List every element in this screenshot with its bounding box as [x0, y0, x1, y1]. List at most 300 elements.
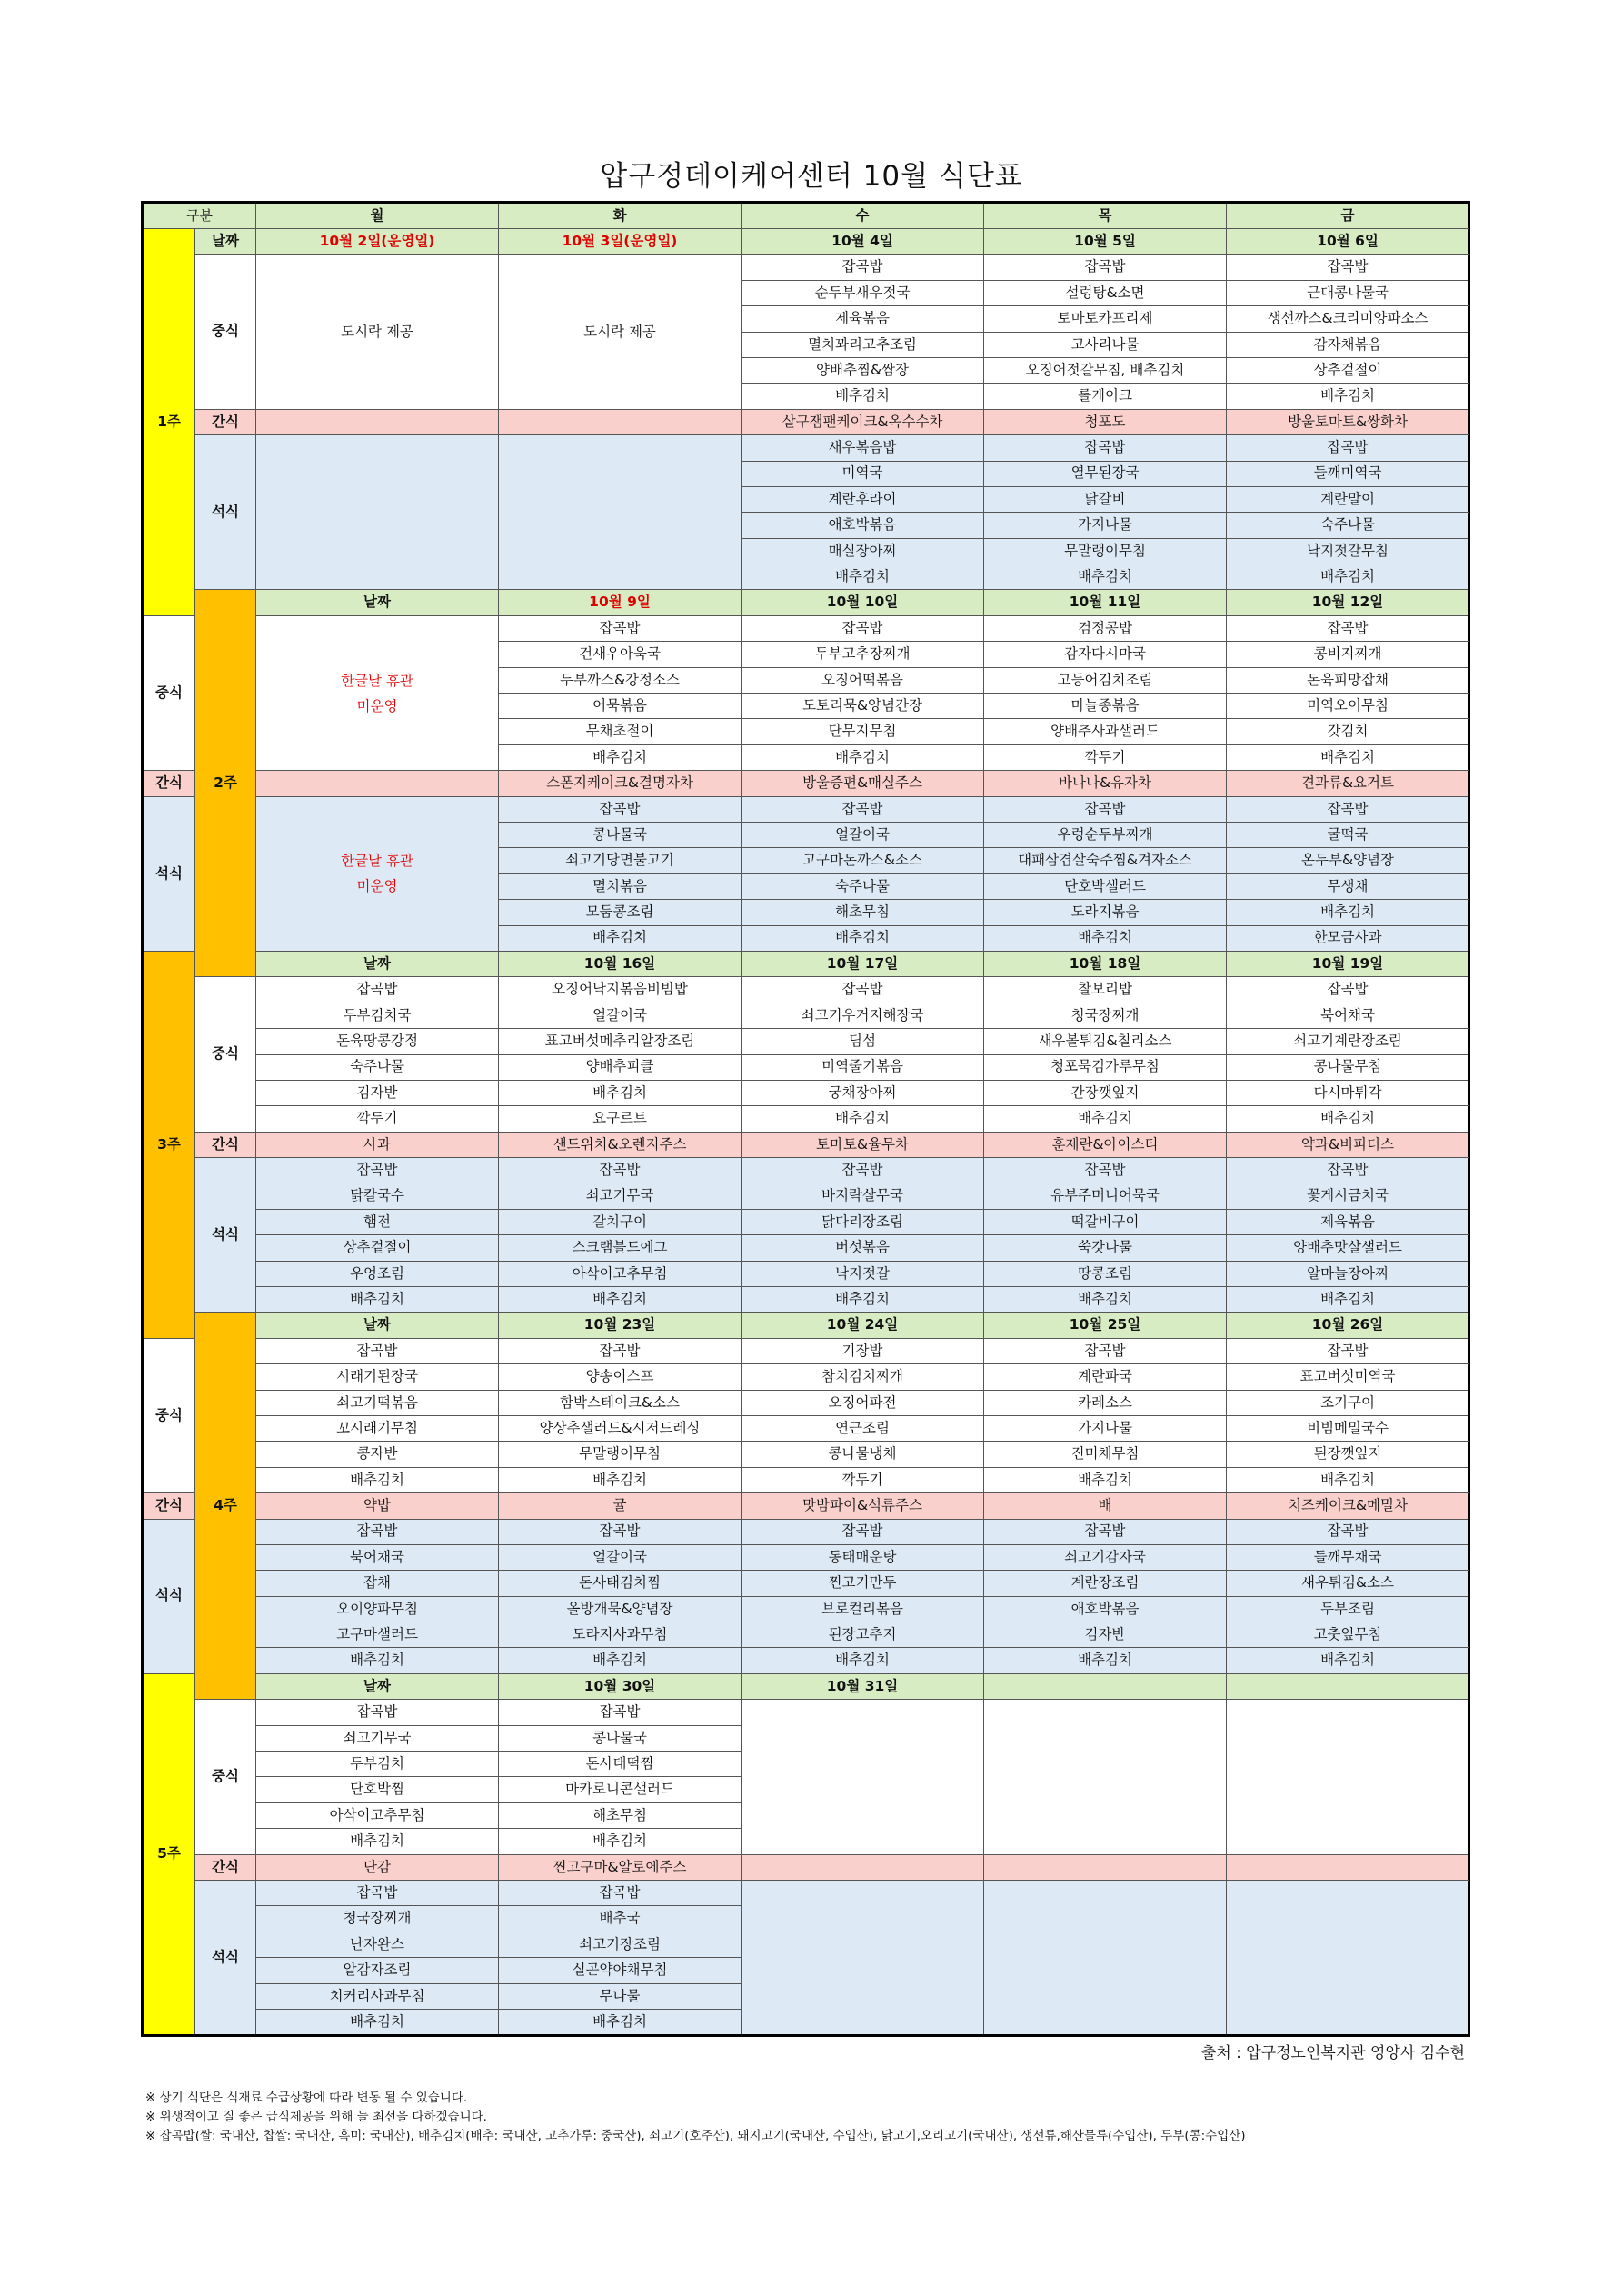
snack-label: 간식: [195, 1854, 256, 1880]
date-cell: 10월 26일: [1227, 1313, 1469, 1338]
lunch-item: 깍두기: [742, 1467, 984, 1492]
dinner-item: 실곤약야채무침: [499, 1958, 742, 1983]
dinner-item: 스크램블드에그: [499, 1235, 742, 1261]
snack-cell: [256, 409, 499, 434]
dinner-item: 찐고기만두: [742, 1571, 984, 1596]
lunch-item: 한글날 휴관: [341, 672, 413, 689]
lunch-item: 돈육땅콩강정: [256, 1029, 499, 1054]
lunch-item: 돈육피망잡채: [1227, 667, 1469, 693]
dinner-item: 쇠고기무국: [499, 1183, 742, 1209]
lunch-row: [143, 1700, 1469, 1725]
lunch-item: 미운영: [356, 697, 398, 714]
lunch-item: 순두부새우젓국: [742, 280, 984, 305]
date-row: [143, 590, 1469, 615]
lunch-row: [143, 1364, 1469, 1390]
dinner-item: 닭칼국수: [256, 1183, 499, 1209]
date-label: 날짜: [256, 1673, 499, 1699]
dinner-item: 고구마돈까스&소스: [742, 848, 984, 873]
lunch-item: 배추김치: [984, 1467, 1227, 1492]
lunch-item: 잡곡밥: [1227, 255, 1469, 280]
dinner-item: 돈사태김치찜: [499, 1571, 742, 1596]
lunch-item: 딤섬: [742, 1029, 984, 1054]
lunch-item: 배추김치: [984, 1106, 1227, 1132]
snack-cell: 바나나&유자차: [984, 771, 1227, 796]
dinner-item: 계란후라이: [742, 486, 984, 512]
dinner-merged-cell: [256, 435, 499, 590]
dinner-item: 땅콩조림: [984, 1261, 1227, 1286]
lunch-row: [143, 1003, 1469, 1028]
date-cell: 10월 2일(운영일): [256, 229, 499, 255]
lunch-item: 숙주나물: [256, 1054, 499, 1080]
dinner-item: 콩나물국: [499, 822, 742, 847]
lunch-item: 잡곡밥: [499, 615, 742, 641]
dinner-item: 잡곡밥: [499, 1158, 742, 1183]
snack-cell: 살구잼팬케이크&옥수수차: [742, 409, 984, 434]
dinner-item: 고구마샐러드: [256, 1622, 499, 1648]
dinner-row: [143, 1183, 1469, 1209]
snack-cell: [256, 771, 499, 796]
lunch-label: 중식: [195, 255, 256, 409]
note-line: ※ 위생적이고 질 좋은 급식제공을 위해 늘 최선을 다하겠습니다.: [145, 2110, 487, 2124]
lunch-row: [143, 1106, 1469, 1132]
lunch-item: 마카로니콘샐러드: [499, 1777, 742, 1802]
dinner-item: 쇠고기당면불고기: [499, 848, 742, 873]
date-cell: 10월 6일: [1227, 229, 1469, 255]
week-label: 3주: [143, 951, 195, 1338]
dinner-row: [143, 796, 1469, 822]
dinner-merged-cell: [499, 435, 742, 590]
note-line: ※ 잡곡밥(쌀: 국내산, 찹쌀: 국내산, 흑미: 국내산), 배추김치(배추: 국내산, 고추가루: 중국산), 쇠고기(호주산), 돼지고기(국내산, 수입산), 닭고기,오리고기(국내산), 생선류,해산물류(수입산), 두부(콩:수입산): [145, 2129, 1246, 2143]
lunch-row: [143, 1467, 1469, 1492]
dinner-item: 무생채: [1227, 873, 1469, 899]
dinner-row: [143, 1571, 1469, 1596]
date-label: 날짜: [256, 1313, 499, 1338]
dinner-merged-cell: [984, 1881, 1227, 2036]
lunch-item: 얼갈이국: [499, 1003, 742, 1028]
lunch-item: 갓김치: [1227, 719, 1469, 744]
snack-label: 간식: [195, 1132, 256, 1157]
dinner-item: 배추김치: [1227, 1648, 1469, 1673]
dinner-row: [143, 1881, 1469, 1906]
snack-cell: 샌드위치&오렌지주스: [499, 1132, 742, 1157]
dinner-item: 새우볶음밥: [742, 435, 984, 461]
dinner-item: 제육볶음: [1227, 1209, 1469, 1234]
dinner-item: 애호박볶음: [984, 1596, 1227, 1622]
dinner-item: 잡곡밥: [742, 1158, 984, 1183]
dinner-item: 새우튀김&소스: [1227, 1571, 1469, 1596]
date-cell: 10월 5일: [984, 229, 1227, 255]
snack-cell: 견과류&요거트: [1227, 771, 1469, 796]
snack-row: [143, 771, 1469, 796]
dinner-label: 석식: [195, 1881, 256, 2036]
lunch-item: 배추김치: [499, 1080, 742, 1105]
dinner-item: 배추김치: [1227, 1287, 1469, 1313]
lunch-item: 오징어젓갈무침, 배추김치: [984, 357, 1227, 383]
snack-cell: [984, 1854, 1227, 1880]
dinner-item: 대패삼겹살숙주찜&겨자소스: [984, 848, 1227, 873]
lunch-item: 꼬시래기무침: [256, 1415, 499, 1441]
dinner-row: [143, 1622, 1469, 1648]
lunch-item: 잡곡밥: [1227, 977, 1469, 1003]
lunch-item: 콩자반: [256, 1442, 499, 1467]
snack-cell: 맛밤파이&석류주스: [742, 1493, 984, 1519]
dinner-item: 잡곡밥: [742, 796, 984, 822]
dinner-item: 한모금사과: [1227, 925, 1469, 951]
dinner-item: 배추김치: [984, 1287, 1227, 1313]
snack-cell: 찐고구마&알로에주스: [499, 1854, 742, 1880]
lunch-item: 연근조림: [742, 1415, 984, 1441]
source-credit: 출처 : 압구정노인복지관 영양사 김수현: [1200, 2044, 1465, 2062]
lunch-item: 근대콩나물국: [1227, 280, 1469, 305]
lunch-item: 두부김치국: [256, 1003, 499, 1028]
dinner-item: 굴떡국: [1227, 822, 1469, 847]
dinner-merged-cell: [256, 796, 499, 951]
dinner-item: 된장고추지: [742, 1622, 984, 1648]
lunch-item: 잡곡밥: [1227, 1338, 1469, 1363]
dinner-item: 잡곡밥: [1227, 1519, 1469, 1544]
lunch-item: 간장깻잎지: [984, 1080, 1227, 1105]
date-row: [143, 229, 1469, 255]
dinner-item: 닭갈비: [984, 486, 1227, 512]
lunch-item: 김자반: [256, 1080, 499, 1105]
lunch-item: 설렁탕&소면: [984, 280, 1227, 305]
dinner-item: 미운영: [356, 878, 398, 895]
dinner-row: [143, 1158, 1469, 1183]
week-label: 4주: [195, 1313, 256, 1700]
snack-cell: 청포도: [984, 409, 1227, 434]
snack-row: [143, 409, 1469, 434]
snack-cell: 방울토마토&쌍화차: [1227, 409, 1469, 434]
lunch-item: 감자채볶음: [1227, 332, 1469, 357]
dinner-item: 계란장조림: [984, 1571, 1227, 1596]
date-row: [143, 1673, 1469, 1699]
lunch-item: 된장깻잎지: [1227, 1442, 1469, 1467]
lunch-row: [143, 977, 1469, 1003]
dinner-item: 배추김치: [499, 1287, 742, 1313]
lunch-item: 잡곡밥: [256, 977, 499, 1003]
dinner-item: 양배추맛살샐러드: [1227, 1235, 1469, 1261]
lunch-item: 롤케이크: [984, 384, 1227, 409]
date-cell: 10월 11일: [984, 590, 1227, 615]
dinner-label: 석식: [143, 1519, 195, 1673]
dinner-item: 숙주나물: [1227, 513, 1469, 538]
dinner-item: 배추김치: [256, 1287, 499, 1313]
lunch-item: 토마토카프리제: [984, 306, 1227, 332]
lunch-item: 비빔메밀국수: [1227, 1415, 1469, 1441]
lunch-item: 북어채국: [1227, 1003, 1469, 1028]
dinner-item: 모둠콩조림: [499, 900, 742, 925]
dinner-item: 잡곡밥: [1227, 796, 1469, 822]
date-cell: 10월 10일: [742, 590, 984, 615]
dinner-item: 배추김치: [499, 1648, 742, 1673]
snack-label: 간식: [195, 409, 256, 434]
day-header-fri: 금: [1227, 203, 1469, 229]
snack-cell: 단감: [256, 1854, 499, 1880]
lunch-item: 콩나물무침: [1227, 1054, 1469, 1080]
dinner-item: 치커리사과무침: [256, 1983, 499, 2009]
dinner-item: 배추김치: [1227, 564, 1469, 590]
dinner-item: 꽃게시금치국: [1227, 1183, 1469, 1209]
lunch-item: 잡곡밥: [984, 1338, 1227, 1363]
lunch-label: 중식: [195, 1700, 256, 1854]
dinner-item: 잡곡밥: [984, 1158, 1227, 1183]
lunch-label: 중식: [143, 615, 195, 770]
dinner-item: 난자완스: [256, 1932, 499, 1957]
dinner-item: 단호박샐러드: [984, 873, 1227, 899]
dinner-item: 잡채: [256, 1571, 499, 1596]
week-label: 2주: [195, 590, 256, 977]
lunch-merged-cell: [984, 1700, 1227, 1854]
dinner-item: 청국장찌개: [256, 1906, 499, 1932]
dinner-item: 알마늘장아찌: [1227, 1261, 1469, 1286]
dinner-item: 북어채국: [256, 1544, 499, 1570]
lunch-item: 다시마튀각: [1227, 1080, 1469, 1105]
lunch-item: 감자다시마국: [984, 642, 1227, 667]
lunch-item: 배추김치: [499, 744, 742, 770]
lunch-item: 기장밥: [742, 1338, 984, 1363]
dinner-label: 석식: [143, 796, 195, 951]
lunch-row: [143, 1442, 1469, 1467]
lunch-item: 표고버섯미역국: [1227, 1364, 1469, 1390]
lunch-item: 오징어파전: [742, 1390, 984, 1415]
lunch-item: 잡곡밥: [256, 1338, 499, 1363]
lunch-item: 도시락 제공: [583, 324, 656, 341]
lunch-merged-cell: [256, 615, 499, 770]
dinner-item: 김자반: [984, 1622, 1227, 1648]
date-label: 날짜: [256, 951, 499, 976]
lunch-item: 새우볼튀김&칠리소스: [984, 1029, 1227, 1054]
dinner-item: 배추김치: [1227, 900, 1469, 925]
dinner-item: 쑥갓나물: [984, 1235, 1227, 1261]
dinner-merged-cell: [1227, 1881, 1469, 2036]
lunch-item: 생선까스&크리미양파소스: [1227, 306, 1469, 332]
dinner-item: 낙지젓갈무침: [1227, 538, 1469, 564]
dinner-item: 잡곡밥: [499, 1881, 742, 1906]
snack-cell: 약과&비피더스: [1227, 1132, 1469, 1157]
lunch-label: 중식: [195, 977, 256, 1132]
dinner-item: 쇠고기감자국: [984, 1544, 1227, 1570]
menu-table: [141, 201, 1470, 2037]
dinner-item: 두부조림: [1227, 1596, 1469, 1622]
date-cell: 10월 23일: [499, 1313, 742, 1338]
dinner-row: [143, 1261, 1469, 1286]
lunch-item: 배추김치: [499, 1467, 742, 1492]
lunch-label: 중식: [143, 1338, 195, 1492]
lunch-item: 잡곡밥: [742, 977, 984, 1003]
dinner-item: 잡곡밥: [1227, 1158, 1469, 1183]
dinner-item: 잡곡밥: [499, 1519, 742, 1544]
lunch-item: 건새우아욱국: [499, 642, 742, 667]
lunch-item: 도시락 제공: [341, 324, 413, 341]
dinner-item: 잡곡밥: [984, 796, 1227, 822]
page-title: 압구정데이케어센터 10월 식단표: [600, 160, 1023, 193]
lunch-item: 함박스테이크&소스: [499, 1390, 742, 1415]
lunch-item: 배추김치: [1227, 384, 1469, 409]
dinner-row: [143, 1648, 1469, 1673]
date-cell: 10월 17일: [742, 951, 984, 976]
dinner-item: 미역국: [742, 461, 984, 486]
dinner-item: 오이양파무침: [256, 1596, 499, 1622]
section-header: 구분: [143, 203, 256, 229]
dinner-item: 닭다리장조림: [742, 1209, 984, 1234]
lunch-item: 쇠고기떡볶음: [256, 1390, 499, 1415]
lunch-row: [143, 1054, 1469, 1080]
dinner-label: 석식: [195, 1158, 256, 1313]
date-label: 날짜: [195, 229, 256, 255]
lunch-item: 잡곡밥: [1227, 615, 1469, 641]
dinner-item: 잡곡밥: [1227, 435, 1469, 461]
snack-label: 간식: [143, 1493, 195, 1519]
lunch-item: 배추김치: [256, 1467, 499, 1492]
day-header-tue: 화: [499, 203, 742, 229]
lunch-item: 고사리나물: [984, 332, 1227, 357]
lunch-item: 잡곡밥: [984, 255, 1227, 280]
lunch-item: 무말랭이무침: [499, 1442, 742, 1467]
lunch-item: 찰보리밥: [984, 977, 1227, 1003]
dinner-item: 쇠고기장조림: [499, 1932, 742, 1957]
lunch-item: 배추김치: [742, 1106, 984, 1132]
lunch-item: 요구르트: [499, 1106, 742, 1132]
lunch-item: 미역줄기볶음: [742, 1054, 984, 1080]
dinner-item: 들깨무채국: [1227, 1544, 1469, 1570]
snack-cell: 귤: [499, 1493, 742, 1519]
date-cell: 10월 3일(운영일): [499, 229, 742, 255]
lunch-item: 표고버섯메추리알장조림: [499, 1029, 742, 1054]
dinner-item: 잡곡밥: [499, 796, 742, 822]
lunch-item: 배추김치: [1227, 744, 1469, 770]
week-label: 1주: [143, 229, 195, 616]
lunch-item: 카레소스: [984, 1390, 1227, 1415]
lunch-item: 두부까스&강정소스: [499, 667, 742, 693]
dinner-item: 잡곡밥: [256, 1519, 499, 1544]
dinner-item: 애호박볶음: [742, 513, 984, 538]
date-row: [143, 1313, 1469, 1338]
dinner-item: 잡곡밥: [742, 1519, 984, 1544]
date-cell: 10월 31일: [742, 1673, 984, 1699]
lunch-item: 배추김치: [499, 1829, 742, 1854]
snack-cell: 스폰지케이크&결명자차: [499, 771, 742, 796]
dinner-item: 잡곡밥: [984, 435, 1227, 461]
lunch-item: 양배추피클: [499, 1054, 742, 1080]
lunch-item: 청포묵김가루무침: [984, 1054, 1227, 1080]
dinner-item: 배추김치: [742, 925, 984, 951]
snack-cell: 치즈케이크&메밀차: [1227, 1493, 1469, 1519]
lunch-item: 고등어김치조림: [984, 667, 1227, 693]
lunch-merged-cell: [1227, 1700, 1469, 1854]
lunch-item: 잡곡밥: [742, 615, 984, 641]
dinner-item: 들깨미역국: [1227, 461, 1469, 486]
lunch-row: [143, 615, 1469, 641]
lunch-item: 제육볶음: [742, 306, 984, 332]
lunch-item: 검정콩밥: [984, 615, 1227, 641]
lunch-item: 궁채장아찌: [742, 1080, 984, 1105]
dinner-row: [143, 1287, 1469, 1313]
dinner-row: [143, 1235, 1469, 1261]
snack-cell: [742, 1854, 984, 1880]
lunch-item: 무채초절이: [499, 719, 742, 744]
dinner-item: 도라지사과무침: [499, 1622, 742, 1648]
dinner-item: 갈치구이: [499, 1209, 742, 1234]
dinner-item: 배추김치: [984, 564, 1227, 590]
dinner-item: 배추김치: [984, 1648, 1227, 1673]
header-row: [143, 203, 1469, 229]
date-cell: 10월 30일: [499, 1673, 742, 1699]
lunch-item: 시래기된장국: [256, 1364, 499, 1390]
week-label: 5주: [143, 1673, 195, 2035]
lunch-item: 두부고추장찌개: [742, 642, 984, 667]
day-header-wed: 수: [742, 203, 984, 229]
dinner-item: 배추김치: [499, 925, 742, 951]
dinner-item: 배추김치: [742, 564, 984, 590]
dinner-row: [143, 435, 1469, 461]
lunch-item: 아삭이고추무침: [256, 1802, 499, 1828]
lunch-item: 콩비지찌개: [1227, 642, 1469, 667]
dinner-item: 배추김치: [256, 2009, 499, 2035]
snack-cell: [499, 409, 742, 434]
dinner-item: 우렁순두부찌개: [984, 822, 1227, 847]
dinner-item: 열무된장국: [984, 461, 1227, 486]
date-cell: 10월 16일: [499, 951, 742, 976]
lunch-item: 배추김치: [256, 1829, 499, 1854]
lunch-item: 조기구이: [1227, 1390, 1469, 1415]
dinner-row: [143, 1544, 1469, 1570]
lunch-row: [143, 1338, 1469, 1363]
lunch-item: 단호박찜: [256, 1777, 499, 1802]
dinner-item: 얼갈이국: [742, 822, 984, 847]
dinner-item: 가지나물: [984, 513, 1227, 538]
lunch-item: 배추김치: [742, 384, 984, 409]
dinner-item: 알감자조림: [256, 1958, 499, 1983]
lunch-item: 미역오이무침: [1227, 694, 1469, 719]
snack-row: [143, 1854, 1469, 1880]
lunch-item: 배추김치: [1227, 1467, 1469, 1492]
lunch-item: 두부김치: [256, 1752, 499, 1777]
lunch-item: 깍두기: [984, 744, 1227, 770]
lunch-item: 쇠고기무국: [256, 1725, 499, 1751]
lunch-item: 계란파국: [984, 1364, 1227, 1390]
snack-cell: 약밥: [256, 1493, 499, 1519]
dinner-item: 낙지젓갈: [742, 1261, 984, 1286]
snack-row: [143, 1132, 1469, 1157]
lunch-item: 오징어떡볶음: [742, 667, 984, 693]
date-cell: 10월 12일: [1227, 590, 1469, 615]
dinner-item: 잡곡밥: [984, 1519, 1227, 1544]
dinner-item: 고춧잎무침: [1227, 1622, 1469, 1648]
lunch-item: 진미채무침: [984, 1442, 1227, 1467]
dinner-row: [143, 1596, 1469, 1622]
dinner-item: 브로컬리볶음: [742, 1596, 984, 1622]
lunch-item: 참치김치찌개: [742, 1364, 984, 1390]
dinner-item: 한글날 휴관: [341, 853, 413, 870]
lunch-item: 쇠고기우거지해장국: [742, 1003, 984, 1028]
snack-cell: 훈제란&아이스티: [984, 1132, 1227, 1157]
lunch-item: 배추김치: [742, 744, 984, 770]
dinner-item: 유부주머니어묵국: [984, 1183, 1227, 1209]
dinner-item: 멸치볶음: [499, 873, 742, 899]
dinner-row: [143, 1519, 1469, 1544]
lunch-item: 콩나물냉채: [742, 1442, 984, 1467]
dinner-item: 잡곡밥: [256, 1158, 499, 1183]
snack-row: [143, 1493, 1469, 1519]
lunch-item: 잡곡밥: [499, 1338, 742, 1363]
lunch-item: 잡곡밥: [499, 1700, 742, 1725]
dinner-item: 올방개묵&양념장: [499, 1596, 742, 1622]
lunch-merged-cell: [256, 255, 499, 409]
lunch-item: 돈사태떡찜: [499, 1752, 742, 1777]
dinner-item: 동태매운탕: [742, 1544, 984, 1570]
dinner-item: 숙주나물: [742, 873, 984, 899]
lunch-row: [143, 1390, 1469, 1415]
